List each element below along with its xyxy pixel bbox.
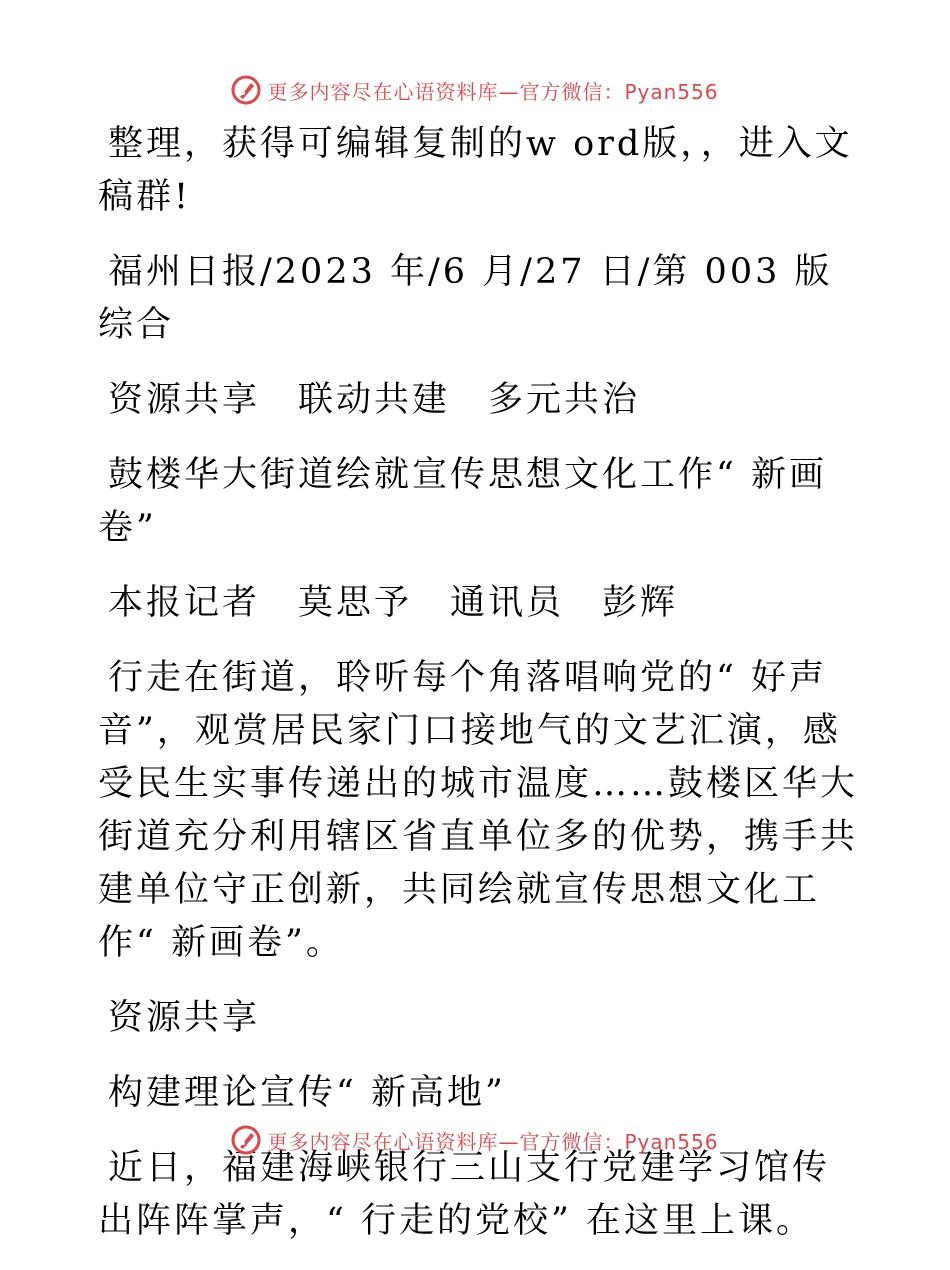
paragraph-subheadline: 鼓楼华大街道绘就宣传思想文化工作“ 新画卷” bbox=[98, 455, 828, 548]
paragraph-body: 近日，福建海峡银行三山支行党建学习馆传出阵阵掌声，“ 行走的党校” 在这里上课。 bbox=[98, 1148, 831, 1241]
paragraph-section-subheading: 构建理论宣传“ 新高地” bbox=[108, 1073, 506, 1113]
paragraph-section-heading: 资源共享 bbox=[108, 998, 261, 1038]
paragraph-byline: 本报记者 莫思予 通讯员 彭辉 bbox=[108, 583, 679, 623]
header-watermark bbox=[0, 70, 950, 110]
quill-pen-icon bbox=[231, 1125, 261, 1155]
paragraph-source-line: 福州日报/2023 年/6 月/27 日/第 003 版综合 bbox=[98, 252, 833, 345]
paragraph-intro: 整理，获得可编辑复制的w ord版，，进入文稿群! bbox=[98, 124, 853, 217]
watermark-text: 更多内容尽在心语资料库—官方微信：Pyan556 bbox=[267, 1129, 719, 1154]
document-body bbox=[98, 118, 858, 1270]
watermark-text: 更多内容尽在心语资料库—官方微信：Pyan556 bbox=[267, 79, 719, 104]
paragraph-lead: 行走在街道，聆听每个角落唱响党的“ 好声音”，观赏居民家门口接地气的文艺汇演，感受民生实事传递出的城市温度……鼓楼区华大街道充分利用辖区省直单位多的优势，携手共建单位守正创新，共同绘就宣传思想文化工作“ 新画卷”。 bbox=[98, 658, 859, 963]
paragraph-headline: 资源共享 联动共建 多元共治 bbox=[108, 380, 641, 420]
footer-watermark bbox=[0, 1120, 950, 1160]
quill-pen-icon bbox=[231, 75, 261, 105]
